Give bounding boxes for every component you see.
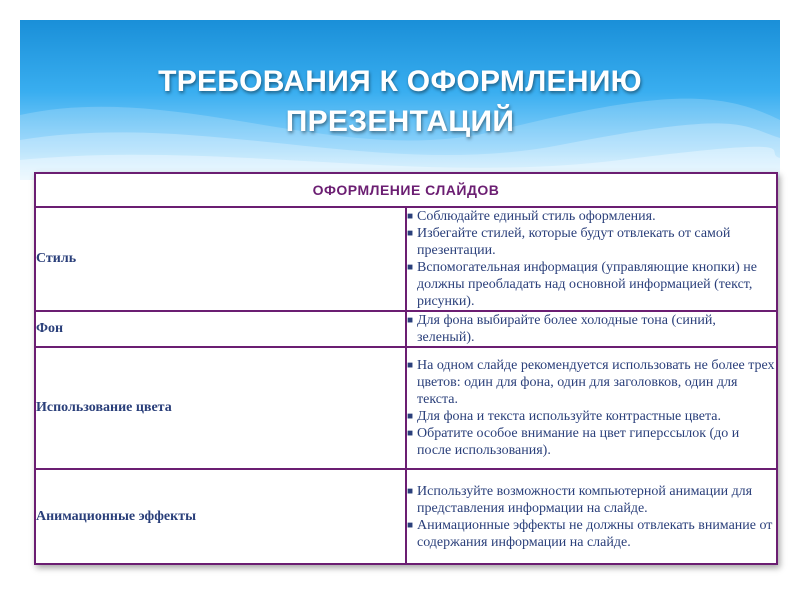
list-item xyxy=(407,425,776,459)
list-item-text: Используйте возможности компьютерной анимации для представления информации на слайде. xyxy=(417,483,753,516)
bullet-icon: ■ xyxy=(407,211,414,222)
bullet-icon: ■ xyxy=(407,315,414,326)
list-item xyxy=(407,408,776,425)
row-label-animation: Анимационные эффекты xyxy=(35,469,406,564)
list-item xyxy=(407,483,776,517)
table-header: ОФОРМЛЕНИЕ СЛАЙДОВ xyxy=(35,173,777,207)
list-item-text: Для фона и текста используйте контрастные цвета. xyxy=(417,409,721,424)
list-item xyxy=(407,225,776,259)
bullet-icon: ■ xyxy=(407,262,414,273)
row-content-color xyxy=(406,347,777,469)
list-item-text: Вспомогательная информация (управляющие кнопки) не должны преобладать над основной информацией (текст, рисунки). xyxy=(417,260,757,309)
row-label-background: Фон xyxy=(35,311,406,347)
bullet-icon: ■ xyxy=(407,428,414,439)
slide-title-line-2: ПРЕЗЕНТАЦИЙ xyxy=(285,105,515,138)
bullet-icon: ■ xyxy=(407,485,414,497)
slide-title-line-1: ТРЕБОВАНИЯ К ОФОРМЛЕНИЮ xyxy=(158,65,642,98)
list-item-text: Избегайте стилей, которые будут отвлекать от самой презентации. xyxy=(417,226,731,258)
list-item xyxy=(407,357,776,408)
row-label-color: Использование цвета xyxy=(35,347,406,469)
table-row-style xyxy=(35,207,777,311)
list-item-text: На одном слайде рекомендуется использовать не более трех цветов: один для фона, один для заголовков, один для текста. xyxy=(417,358,775,407)
bullet-icon: ■ xyxy=(407,519,414,531)
list-item-text: Для фона выбирайте более холодные тона (синий, зеленый). xyxy=(417,313,716,345)
row-content-animation xyxy=(406,469,777,564)
list-item xyxy=(407,517,776,551)
table-row-color xyxy=(35,347,777,469)
bullet-icon: ■ xyxy=(407,411,414,422)
row-content-style xyxy=(406,207,777,311)
requirements-table xyxy=(34,172,778,565)
list-item-text: Соблюдайте единый стиль оформления. xyxy=(417,209,656,224)
list-item xyxy=(407,259,776,310)
row-label-style: Стиль xyxy=(35,207,406,311)
bullet-icon: ■ xyxy=(407,360,414,371)
list-item xyxy=(407,208,776,225)
list-item-text: Обратите особое внимание на цвет гиперссылок (до и после использования). xyxy=(417,426,740,458)
slide-title xyxy=(0,62,800,142)
list-item xyxy=(407,312,776,346)
table-row-background xyxy=(35,311,777,347)
list-item-text: Анимационные эффекты не должны отвлекать внимание от содержания информации на слайде. xyxy=(417,517,773,550)
table-row-animation xyxy=(35,469,777,564)
row-content-background xyxy=(406,311,777,347)
bullet-icon: ■ xyxy=(407,228,414,239)
